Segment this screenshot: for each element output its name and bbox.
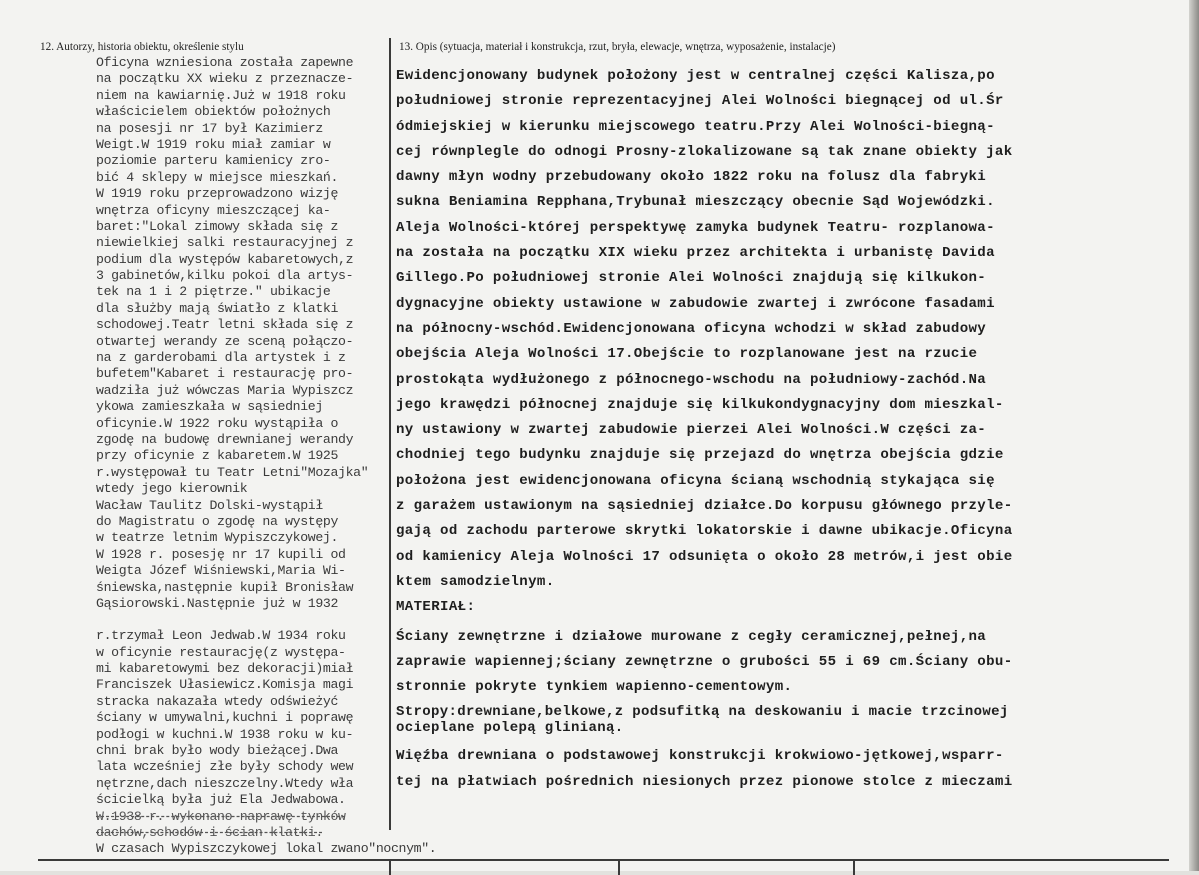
text-line: wtedy jego kierownik (96, 481, 248, 497)
text-line: lata wcześniej złe były schody wew (96, 759, 354, 775)
text-line: południowej stronie reprezentacyjnej Alei Wolności biegnącej od ul.Śr (396, 93, 1004, 110)
text-line: prostokąta wydłużonego z północnego-wschodu na południowy-zachód.Na (396, 371, 987, 388)
text-line: W 1919 roku przeprowadzono wizję (96, 186, 339, 202)
text-line: nętrzne,dach nieszczelny.Wtedy wła (96, 775, 354, 791)
text-line: W 1928 r. posesję nr 17 kupili od (96, 546, 346, 562)
text-line: mi kabaretowymi bez dekoracji)miał (96, 661, 354, 677)
text-line: W.1938 r. wykonano naprawę tynków (96, 808, 346, 824)
text-line: podium dla występów kabaretowych,z (96, 251, 354, 267)
text-line: tek na 1 i 2 piętrze." ubikacje (96, 284, 331, 300)
text-line: chodniej tego budynku znajduje się przejazd do wnętrza obejścia gdzie (396, 447, 1004, 464)
text-line: Więźba drewniana o podstawowej konstrukcji krokwiowo-jętkowej,wsparr- (396, 748, 1004, 765)
text-line: jego krawędzi północnej znajduje się kilkukondygnacyjny dom mieszkal- (396, 396, 1004, 413)
text-line: Stropy:drewniane,belkowe,z podsufitką na deskowaniu i macie trzcinowej (396, 704, 1009, 721)
text-line: Gillego.Po południowej stronie Alei Wolności znajdują się kilkukon- (396, 270, 987, 287)
text-line: r.trzymał Leon Jedwab.W 1934 roku (96, 628, 346, 644)
text-line: ny ustawiony w zwartej zabudowie pierzei Alei Wolności.W części za- (396, 422, 987, 439)
text-line: dawny młyn wodny przebudowany około 1822 roku na folusz dla fabryki (396, 169, 987, 186)
text-line: od kamienicy Aleja Wolności 17 odsunięta o około 28 metrów,i jest obie (396, 548, 1013, 565)
text-line: Oficyna wzniesiona została zapewne (96, 55, 354, 70)
text-line: ktem samodzielnym. (396, 573, 555, 590)
text-line: wnętrza oficyny mieszczącej ka- (96, 202, 331, 218)
text-line: zaprawie wapiennej;ściany zewnętrzne o grubości 55 i 69 cm.Ściany obu- (396, 653, 1013, 670)
text-line: ścicielką była już Ela Jedwabowa. (96, 792, 346, 808)
text-line: zgodę na budowę drewnianej werandy (96, 431, 354, 447)
text-line: tej na płatwiach pośrednich niesionych przez pionowe stolce z mieczami (396, 773, 1013, 790)
text-line: ocieplane polepą glinianą. (396, 720, 624, 737)
description-text (396, 64, 1176, 795)
text-line: Aleja Wolności-której perspektywę zamyka budynek Teatru- rozplanowa- (396, 219, 995, 236)
text-line: śniewska,następnie kupił Bronisław (96, 579, 354, 595)
section-13-heading: 13. Opis (sytuacja, materiał i konstrukcja, rzut, bryła, elewacje, wnętrza, wyposażenie, instalacje) (399, 41, 836, 53)
text-line: w teatrze letnim Wypiszczykowej. (96, 530, 339, 546)
text-line: na została na początku XIX wieku przez architekta i urbanistę Davida (396, 245, 995, 262)
footer-tick (389, 859, 391, 875)
footer-rule (38, 859, 1169, 861)
page-edge (1189, 0, 1199, 875)
text-line: poziomie parteru kamienicy zro- (96, 153, 331, 169)
text-line: ykowa zamieszkała w sąsiedniej (96, 399, 323, 415)
text-line: cej równplegle do odnogi Prosny-zlokalizowane są tak znane obiekty jak (396, 143, 1013, 160)
text-line: niewielkiej salki restauracyjnej z (96, 235, 354, 251)
text-line: wadziła już wówczas Maria Wypiszcz (96, 382, 354, 398)
text-line: baret:"Lokal zimowy składa się z (96, 218, 339, 234)
text-line: właścicielem obiektów położnych (96, 104, 331, 120)
text-line: W czasach Wypiszczykowej lokal zwano"nocnym". (96, 841, 437, 857)
text-line: Weigt.W 1919 roku miał zamiar w (96, 136, 331, 152)
text-line: na początku XX wieku z przeznacze- (96, 71, 354, 87)
text-line: chni brak było wody bieżącej.Dwa (96, 743, 339, 759)
text-line: gają od zachodu parterowe skrytki lokatorskie i dawne ubikacje.Oficyna (396, 523, 1013, 540)
text-line: w oficynie restaurację(z występa- (96, 644, 346, 660)
text-line: r.występował tu Teatr Letni"Mozajka" (96, 464, 369, 480)
text-line: przy oficynie z kabaretem.W 1925 (96, 448, 339, 464)
text-line: podłogi w kuchni.W 1938 roku w ku- (96, 726, 354, 742)
text-line: oficynie.W 1922 roku wystąpiła o (96, 415, 339, 431)
text-line: Ściany zewnętrzne i działowe murowane z cegły ceramicznej,pełnej,na (396, 628, 987, 645)
text-line: dachów,schodów i ścian klatki. (96, 824, 323, 840)
text-line: Weigta Józef Wiśniewski,Maria Wi- (96, 563, 346, 579)
text-line: na północny-wschód.Ewidencjonowana oficyna wchodzi w skład zabudowy (396, 320, 987, 337)
text-line: stracka nakazała wtedy odświeżyć (96, 693, 339, 709)
text-line: dygnacyjne obiekty ustawione w zabudowie zwartej i zwrócone fasadami (396, 295, 995, 312)
text-line: bufetem"Kabaret i restaurację pro- (96, 366, 354, 382)
text-line: Wacław Taulitz Dolski-wystąpił (96, 497, 323, 513)
text-line: ódmiejskiej w kierunku miejscowego teatru.Przy Alei Wolności-biegną- (396, 118, 995, 135)
text-line: Ewidencjonowany budynek położony jest w centralnej części Kalisza,po (396, 68, 995, 84)
text-line: Gąsiorowski.Następnie już w 1932 (96, 595, 339, 611)
text-line: dla służby mają światło z klatki (96, 300, 339, 316)
text-line: niem na kawiarnię.Już w 1918 roku (96, 87, 346, 103)
text-line: schodowej.Teatr letni składa się z (96, 317, 354, 333)
material-heading: MATERIAŁ: (396, 599, 476, 616)
text-line: 3 gabinetów,kilku pokoi dla artys- (96, 268, 354, 284)
column-divider (389, 38, 391, 830)
text-line: do Magistratu o zgodę na występy (96, 513, 339, 529)
section-12-heading: 12. Autorzy, historia obiektu, określenie stylu (40, 41, 244, 53)
text-line: sukna Beniamina Repphana,Trybunał mieszczący obecnie Sąd Wojewódzki. (396, 194, 995, 211)
text-line: na z garderobami dla artystek i z (96, 350, 346, 366)
text-line: stronnie pokryte tynkiem wapienno-cementowym. (396, 679, 793, 696)
text-line: z garażem ustawionym na sąsiedniej działce.Do korpusu głównego przyle- (396, 498, 1013, 515)
text-line: na posesji nr 17 był Kazimierz (96, 120, 323, 136)
footer-tick (618, 859, 620, 875)
text-line: obejścia Aleja Wolności 17.Obejście to rozplanowane jest na rzucie (396, 346, 978, 363)
text-line: Franciszek Ułasiewicz.Komisja magi (96, 677, 354, 693)
text-line: bić 4 sklepy w miejsce mieszkań. (96, 169, 339, 185)
footer-tick (853, 859, 855, 875)
page-bottom-edge (0, 871, 1199, 875)
text-line: otwartej werandy ze sceną połączo- (96, 333, 354, 349)
text-line: ściany w umywalni,kuchni i poprawę (96, 710, 354, 726)
text-line: położona jest ewidencjonowana oficyna ścianą wschodnią stykająca się (396, 472, 995, 489)
